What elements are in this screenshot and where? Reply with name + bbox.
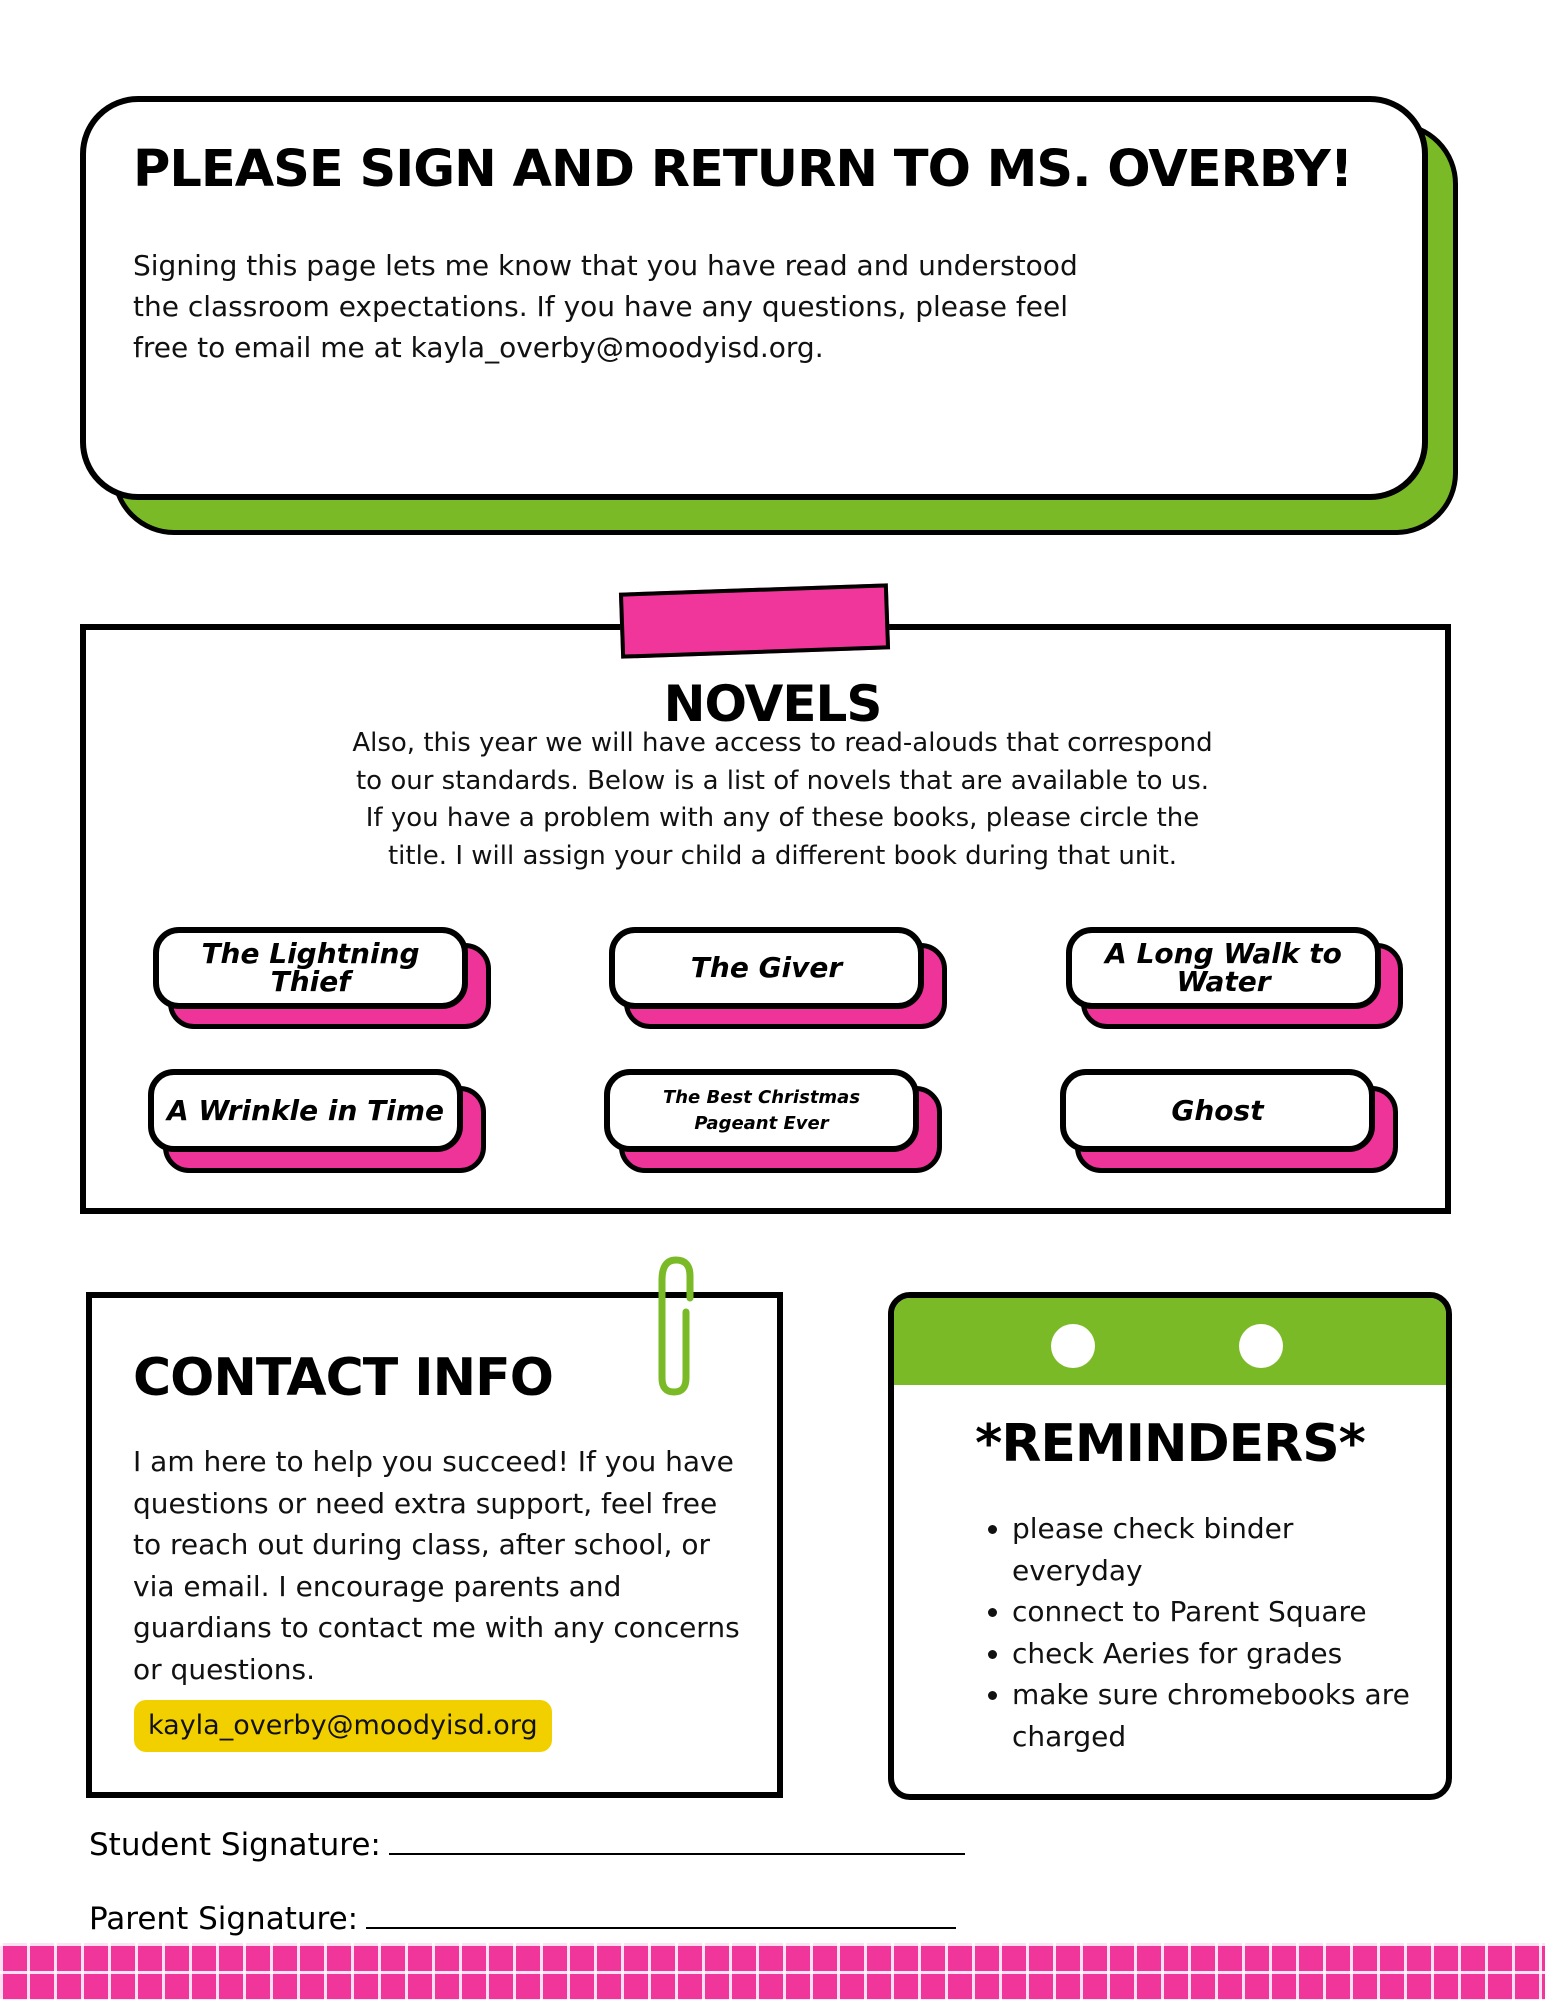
parent-signature-label: Parent Signature:: [89, 1901, 359, 1937]
parent-signature-row: [89, 1899, 956, 1939]
binder-hole-icon: [1239, 1324, 1283, 1368]
page-title: PLEASE SIGN AND RETURN TO MS. OVERBY!: [133, 140, 1353, 199]
binder-hole-icon: [1051, 1324, 1095, 1368]
reminder-item: • connect to Parent Square: [1012, 1591, 1426, 1633]
reminders-header-band: [894, 1298, 1446, 1385]
novels-description: Also, this year we will have access to read-alouds that correspond to our standards. Below is a list of novels that are available to us. If you have a problem with any of these books, please circle the title. I will assign your child a different book during that unit.: [352, 728, 1213, 871]
top-instructions: Signing this page lets me know that you have read and understood the classroom expectations. If you have any questions, please feel free to email me at kayla_overby@moodyisd.org.: [133, 249, 1078, 364]
reminders-title: *REMINDERS*: [975, 1414, 1365, 1474]
book-pill-lightning-thief[interactable]: The Lightning Thief: [153, 927, 468, 1009]
novels-title: NOVELS: [663, 675, 882, 733]
paperclip-icon: [652, 1252, 702, 1400]
book-pill-wrinkle-in-time[interactable]: A Wrinkle in Time: [148, 1069, 463, 1152]
reminders-list: [966, 1508, 1426, 1757]
reminder-item: • make sure chromebooks are charged: [1012, 1674, 1426, 1757]
contact-title: CONTACT INFO: [133, 1348, 553, 1408]
student-signature-row: [89, 1825, 965, 1865]
contact-email-link[interactable]: kayla_overby@moodyisd.org: [134, 1700, 552, 1752]
reminder-item: • please check binder everyday: [1012, 1508, 1426, 1591]
reminder-item: • check Aeries for grades: [1012, 1633, 1426, 1675]
tape-decoration: [619, 583, 890, 658]
contact-description: I am here to help you succeed! If you have questions or need extra support, feel free to reach out during class, after school, or via email. I encourage parents and guardians to contact me with any concerns or questions.: [133, 1445, 740, 1686]
book-pill-long-walk-to-water[interactable]: A Long Walk to Water: [1066, 927, 1381, 1009]
student-signature-field[interactable]: [389, 1825, 965, 1855]
book-pill-best-christmas-pageant[interactable]: The Best Christmas Pageant Ever: [604, 1069, 919, 1152]
book-pill-ghost[interactable]: Ghost: [1060, 1069, 1375, 1152]
parent-signature-field[interactable]: [366, 1899, 956, 1929]
student-signature-label: Student Signature:: [89, 1827, 381, 1863]
bottom-grid-strip: [0, 1943, 1545, 2000]
book-pill-the-giver[interactable]: The Giver: [609, 927, 924, 1009]
